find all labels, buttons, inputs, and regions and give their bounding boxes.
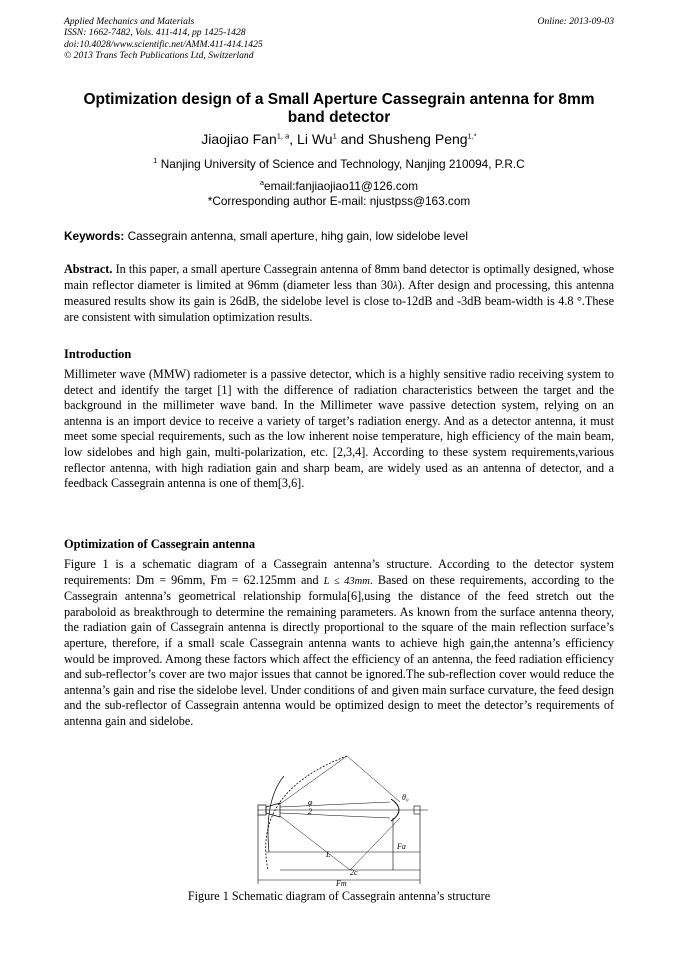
- author-affiliation-mark: 1,*: [467, 131, 477, 141]
- ray-upper: [280, 756, 347, 804]
- keywords-line: [64, 229, 614, 243]
- abstract-text-part1: In this paper, a small aperture Cassegrain antenna of 8mm band detector is optimally designed, whose main reflector diameter is limited at 96mm (diameter less than 30: [64, 262, 614, 292]
- optimization-text-part2: . Based on these requirements, according to the Cassegrain antenna’s geometrical relationship formula[6],using the distance of the feed stretch out the paraboloid as breakthrough to determine the remaining parameters. As known from the surface antenna theory, the radiation gain of Cassegrain antenna is directly proportional to the square of the main reflection surface’s aperture, therefore, if a small scale Cassegrain antenna wants to achieve high gain,the antenna’s efficiency would be improved. Among these factors which affect the efficiency of an antenna, the feed radiation efficiency and sub-reflector’s cover are two major issues that cannot be ignored.The sub-reflection cover would reduce the antenna’s gain and rise the sidelobe level. Under conditions of and given main surface curvature, the feed design and the sub-reflector of Cassegrain antenna would be optimized design to meet the detector’s requirements of antenna gain and sidelobe.: [64, 572, 615, 728]
- online-date: Online: 2013-09-03: [537, 16, 614, 27]
- length-constraint-math: L ≤ 43mm: [323, 575, 370, 587]
- author-separator: and: [336, 131, 368, 147]
- fm-label: Fm: [336, 879, 347, 888]
- optimization-text-part1: Figure 1 is a schematic diagram of a Cassegrain antenna’s structure. According to the detector system requirements: Dm = 96mm, Fm = 62.125mm and: [64, 557, 614, 587]
- theta-label: θ₀: [402, 793, 409, 802]
- affiliation-mark: 1: [153, 156, 158, 166]
- optimization-paragraph: [64, 557, 614, 730]
- author-email: [64, 179, 614, 193]
- phi-label: φ: [308, 798, 313, 807]
- keywords-text: Cassegrain antenna, small aperture, hihg gain, low sidelobe level: [127, 229, 468, 243]
- introduction-heading: Introduction: [64, 347, 132, 361]
- abstract-label: Abstract.: [64, 262, 113, 276]
- affiliation-text: Nanjing University of Science and Technology, Nanjing 210094, P.R.C: [160, 157, 525, 171]
- keywords-label: Keywords:: [64, 229, 125, 243]
- corresponding-author: *Corresponding author E-mail: njustpss@163.com: [207, 194, 471, 208]
- author-list: [64, 131, 614, 147]
- author-name: Jiaojiao Fan: [201, 131, 277, 147]
- email-text: email:fanjiaojiao11@126.com: [264, 179, 419, 193]
- main-reflector-curve: [266, 756, 347, 870]
- 2c-label: 2c: [350, 868, 358, 877]
- author-separator: ,: [289, 131, 298, 147]
- author-name: Shusheng Peng: [367, 131, 468, 147]
- optimization-heading: Optimization of Cassegrain antenna: [64, 537, 256, 551]
- fa-label: Fa: [397, 842, 406, 851]
- L-label: L: [326, 850, 331, 859]
- ray-sub-lower: [280, 813, 390, 818]
- journal-name: Applied Mechanics and Materials: [64, 16, 195, 27]
- author-name: Li Wu: [297, 131, 333, 147]
- abstract-paragraph: [64, 262, 614, 325]
- affiliation: [64, 157, 614, 171]
- author-affiliation-mark: 1, a: [276, 131, 290, 141]
- issn-line: ISSN: 1662-7482, Vols. 411-414, pp 1425-1428: [64, 27, 246, 39]
- ray-sub-upper: [280, 802, 390, 807]
- abstract-text-part2: ). After design and processing, this antenna measured results show its gain is 26dB, the sidelobe level is close to-12dB and -3dB beam-width is 4.8 °.These are consistent with simulation optimization results.: [64, 277, 614, 324]
- lambda-symbol: λ: [393, 280, 398, 292]
- doi-line: doi:10.4028/www.scientific.net/AMM.411-414.1425: [64, 38, 263, 50]
- introduction-paragraph: Millimeter wave (MMW) radiometer is a passive detector, which is a highly sensitive radio receiving system to detect and identify the target [1] with the difference of radiation characteristics between the target and the background in the millimeter wave band. In the Millimeter wave passive detection system, relying on an antenna is an import device to receive a variety of target’s radiation energy. And as a detector antenna, it must meet some special requirements, such as the low inherent noise temperature, high efficiency of the main beam, low sidelobes and high gain, multi-polarization, etc. [2,3,4]. According to these system requirements,various reflector antenna, with high radiation gain and sharp beam, are widely used as an antenna of detector, and a feedback Cassegrain antenna is one of them[3,6].: [64, 367, 614, 491]
- ray-lower-to-sub: [350, 818, 400, 870]
- cassegrain-schematic-figure: [250, 752, 435, 888]
- ray-main-to-sub: [347, 756, 400, 802]
- half-label: 2: [308, 807, 312, 816]
- copyright-line: © 2013 Trans Tech Publications Ltd, Switzerland: [64, 50, 254, 62]
- figure-caption: Figure 1 Schematic diagram of Cassegrain antenna’s structure: [187, 889, 491, 903]
- paper-title: Optimization design of a Small Aperture Cassegrain antenna for 8mm band detector: [83, 91, 595, 126]
- journal-header: [64, 16, 263, 62]
- author-affiliation-mark: 1: [332, 131, 337, 141]
- email-mark: a: [259, 178, 265, 188]
- ray-lower: [280, 816, 350, 870]
